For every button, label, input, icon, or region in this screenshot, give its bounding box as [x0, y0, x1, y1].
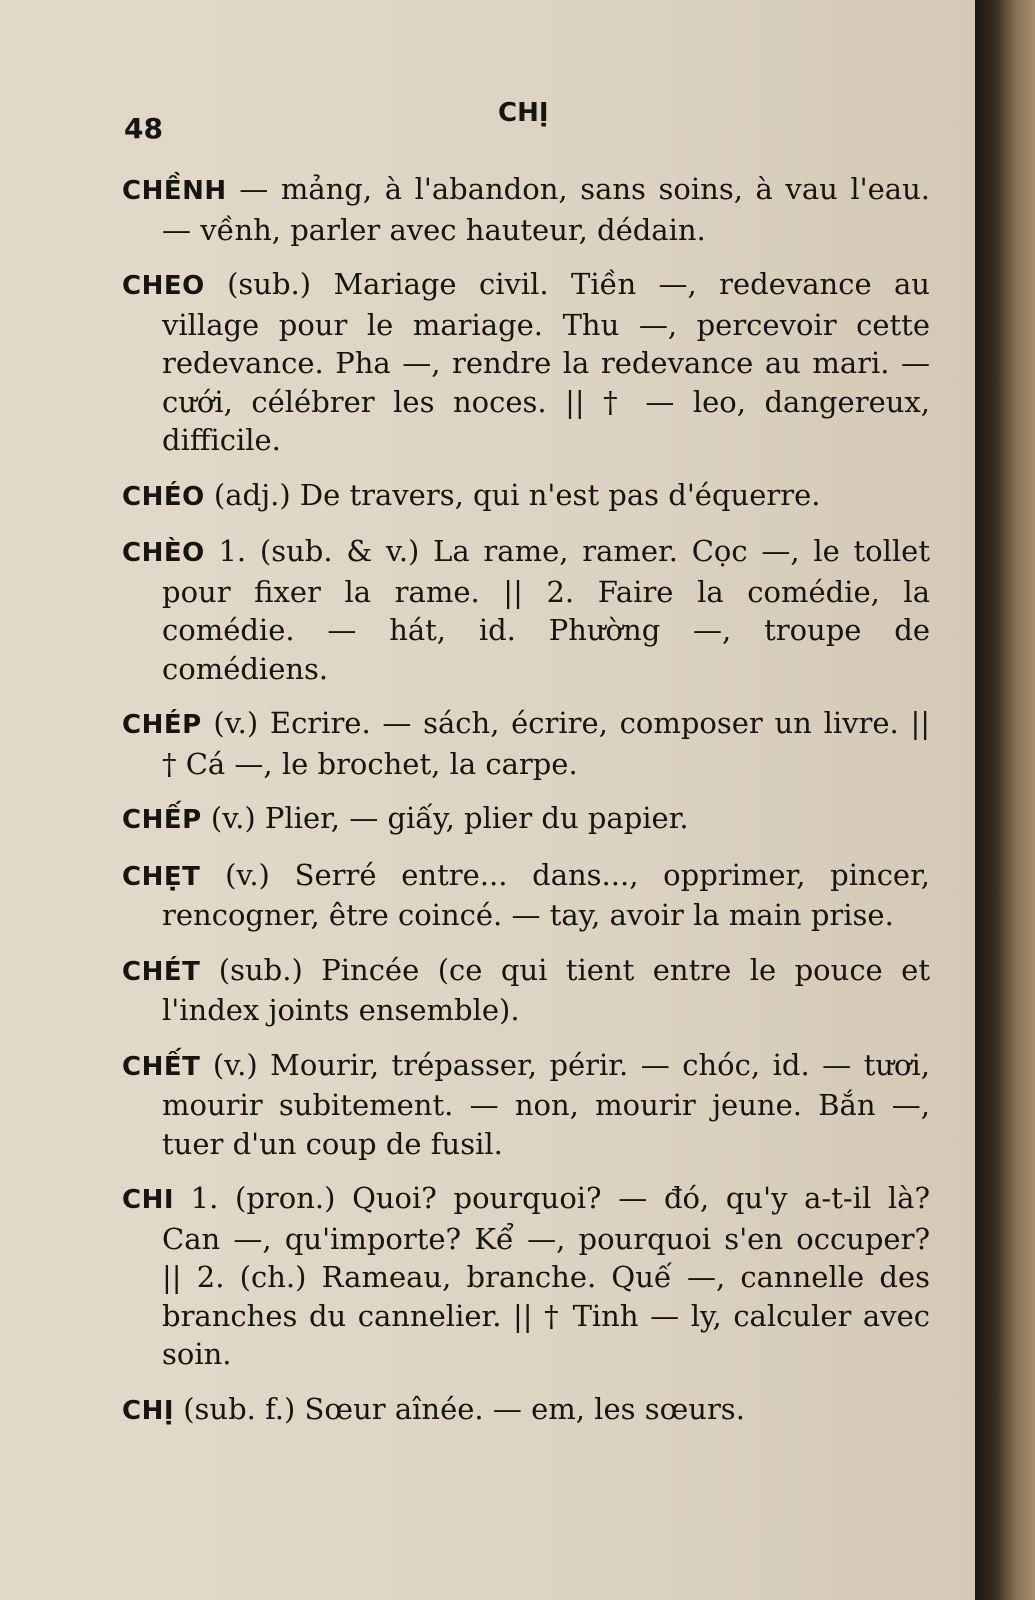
headword: CHÉO	[122, 481, 205, 512]
definition: (sub. f.) Sœur aînée. — em, les sœurs.	[174, 1391, 745, 1426]
entry-cheo	[122, 265, 930, 460]
headword: CHÈO	[122, 538, 205, 568]
definition: (v.) Serré entre... dans..., opprimer, pincer, rencogner, être coincé. — tay, avoir la main prise.	[162, 857, 930, 932]
entry-chenh	[122, 170, 930, 249]
definition: (sub.) Pincée (ce qui tient entre le pouce et l'index joints ensemble).	[162, 952, 930, 1027]
page-header	[120, 98, 930, 158]
book-gutter	[975, 0, 1035, 1600]
headword: CHÉT	[122, 956, 201, 987]
entry-cheo-adj	[122, 476, 930, 517]
definition: (sub.) Mariage civil. Tiền —, redevance au village pour le mariage. Thu —, percevoir cette redevance. Pha —, rendre la redevance au mari. — cưới, célébrer les noces. || † — leo, dangereux, difficile.	[162, 267, 930, 457]
headword: CHẾP	[122, 805, 202, 835]
definition: (v.) Mourir, trépasser, périr. — chóc, id. — tươi, mourir subitement. — non, mourir jeune. Bắn —, tuer d'un coup de fusil.	[162, 1047, 930, 1161]
entry-chet-mourir	[122, 1046, 930, 1164]
definition: — mảng, à l'abandon, sans soins, à vau l'eau. — vềnh, parler avec hauteur, dédain.	[162, 172, 930, 247]
headword: CHỊ	[122, 1395, 175, 1426]
definition: 1. (pron.) Quoi? pourquoi? — đó, qu'y a-t-il là? Can —, qu'importe? Kể —, pourquoi s'en occuper? || 2. (ch.) Rameau, branche. Quế —, cannelle des branches du cannelier. || † Tinh — ly, calculer avec soin.	[162, 1181, 930, 1371]
running-head: CHỊ	[498, 98, 549, 128]
definition: (adj.) De travers, qui n'est pas d'équerre.	[204, 477, 821, 512]
page-number: 48	[124, 112, 163, 145]
headword: CHÉP	[122, 710, 202, 740]
headword: CHEO	[122, 271, 205, 301]
entry-chi	[122, 1179, 930, 1374]
definition: (v.) Plier, — giấy, plier du papier.	[201, 801, 689, 835]
entry-chet-serre	[122, 856, 930, 935]
entry-chep	[122, 704, 930, 783]
headword: CHI	[122, 1185, 175, 1215]
entry-chep-plier	[122, 799, 930, 840]
definition: 1. (sub. & v.) La rame, ramer. Cọc —, le tollet pour fixer la rame. || 2. Faire la comédie, la comédie. — hát, id. Phường —, troupe de comédiens.	[162, 534, 930, 686]
entry-cheo-rame	[122, 532, 930, 688]
headword: CHẾT	[122, 1051, 201, 1082]
entry-chet-pincee	[122, 951, 930, 1030]
dictionary-entries	[122, 170, 930, 1446]
headword: CHẸT	[122, 861, 201, 892]
entry-chi-soeur	[122, 1390, 930, 1431]
headword: CHỀNH	[122, 176, 227, 206]
definition: (v.) Ecrire. — sách, écrire, composer un livre. || † Cá —, le brochet, la carpe.	[162, 706, 930, 781]
